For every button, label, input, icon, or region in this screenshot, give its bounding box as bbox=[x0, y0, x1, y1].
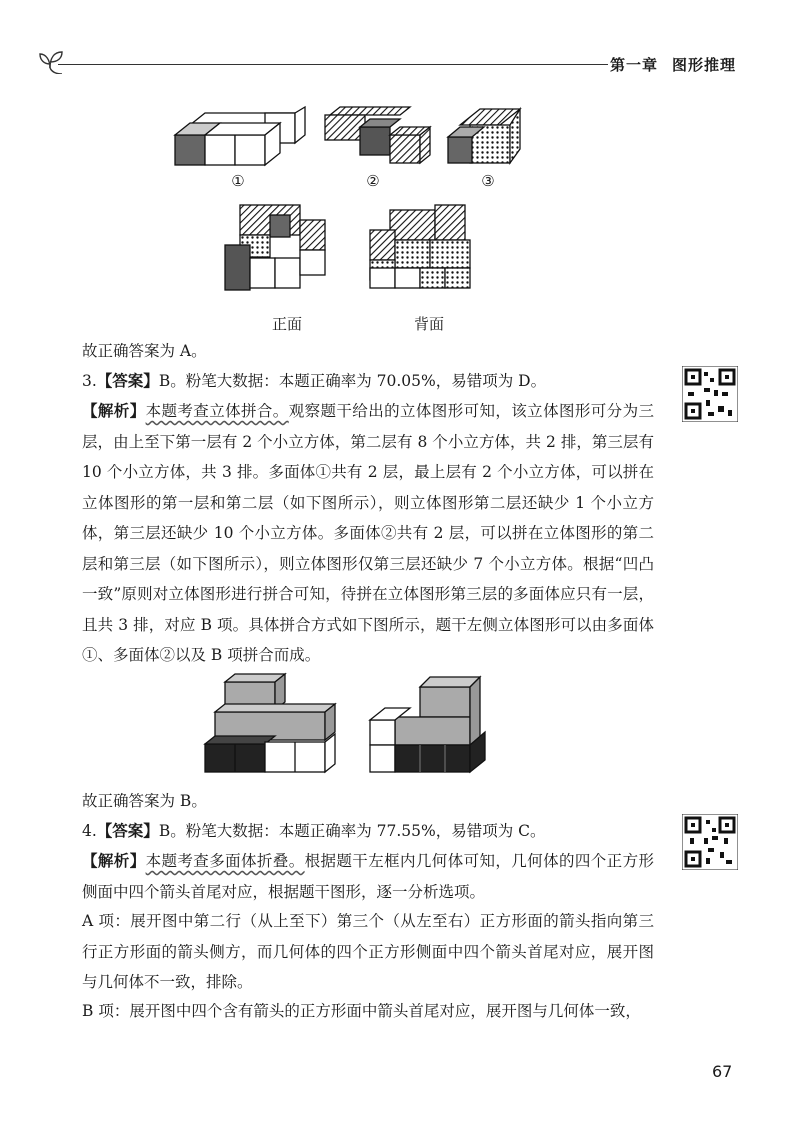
figure-label-2: ② bbox=[366, 172, 380, 190]
front-view bbox=[225, 205, 325, 290]
page-header bbox=[36, 40, 736, 80]
q4-analysis-text: 根据题干左框内几何体可知，几何体的四个正方形侧面中四个箭头首尾对应，根据题干图形，逐一分析选项。 bbox=[82, 852, 654, 901]
qr-icon bbox=[682, 366, 738, 422]
back-view bbox=[370, 205, 470, 288]
q3-number: 3. bbox=[82, 372, 97, 390]
q4-option-b: B 项：展开图中四个含有箭头的正方形面中箭头首尾对应，展开图与几何体一致， bbox=[82, 1002, 641, 1020]
q3-analysis-tag: 【解析】 bbox=[82, 401, 146, 420]
page-number: 67 bbox=[712, 1062, 733, 1081]
q4-answer-line bbox=[82, 816, 654, 847]
view-label-front: 正面 bbox=[271, 315, 302, 333]
conclusion-q3: 故正确答案为 B。 bbox=[82, 792, 207, 810]
q4-answer-text: B。粉笔大数据：本题正确率为 77.55%，易错项为 C。 bbox=[158, 822, 546, 840]
q3-analysis-topic: 本题考查立体拼合。 bbox=[145, 402, 289, 420]
qr-icon bbox=[682, 814, 738, 870]
q4-analysis bbox=[82, 846, 654, 907]
assembly-figure bbox=[195, 672, 500, 782]
view-label-back: 背面 bbox=[413, 315, 444, 333]
q3-analysis bbox=[82, 396, 654, 671]
polyhedron-3 bbox=[448, 109, 520, 163]
figure-label-3: ③ bbox=[481, 172, 495, 190]
polyhedron-2 bbox=[325, 107, 430, 163]
polyhedron-1 bbox=[175, 107, 305, 165]
qr-code-q3[interactable] bbox=[682, 366, 738, 422]
q3-analysis-text: 观察题干给出的立体图形可知，该立体图形可分为三层，由上至下第一层有 2 个小立方体，第二层有 8 个小立方体，共 2 排，第三层有 10 个小立方体，共 3 排。多面体①共有 2 层，最上层有 2 个小立方体，可以拼在立体图形的第一层和第二层（如下图所示），则立体图形第二层还缺少 1 个小立方体，第三层还缺少 10 个小立方体。多面体②共有 2 层，可以拼在立体图形的第二层和第三层（如下图所示），则立体图形仅第三层还缺少 7 个小立方体。根据“凹凸一致”原则对立体图形进行拼合可知，待拼在立体图形第三层的多面体应只有一层，且共 3 排，对应 B 项。具体拼合方式如下图所示，题干左侧立体图形可以由多面体①、多面体②以及 B 项拼合而成。 bbox=[82, 402, 654, 664]
assembled-views-figure bbox=[220, 200, 490, 292]
qr-code-q4[interactable] bbox=[682, 814, 738, 870]
q4-analysis-topic: 本题考查多面体折叠。 bbox=[145, 852, 305, 870]
chapter-name: 图形推理 bbox=[671, 56, 736, 74]
q3-answer-tag: 【答案】 bbox=[96, 371, 159, 390]
q4-analysis-tag: 【解析】 bbox=[82, 851, 146, 870]
q4-answer-tag: 【答案】 bbox=[96, 821, 159, 840]
q3-answer-line bbox=[82, 366, 654, 397]
figure-label-1: ① bbox=[231, 172, 245, 190]
chapter-title bbox=[610, 54, 736, 75]
assembly-left bbox=[205, 674, 335, 772]
q4-number: 4. bbox=[82, 822, 97, 840]
header-rule bbox=[58, 64, 608, 65]
q4-option-a: A 项：展开图中第二行（从上至下）第三个（从左至右）正方形面的箭头指向第三行正方形面的箭头侧方，而几何体的四个正方形侧面中四个箭头首尾对应，展开图与几何体不一致，排除。 bbox=[82, 912, 654, 991]
q3-answer-text: B。粉笔大数据：本题正确率为 70.05%，易错项为 D。 bbox=[158, 372, 547, 390]
assembly-right bbox=[370, 677, 485, 772]
sprout-icon bbox=[36, 44, 66, 74]
chapter-number: 第一章 bbox=[609, 56, 658, 74]
conclusion-q2: 故正确答案为 A。 bbox=[82, 342, 207, 360]
